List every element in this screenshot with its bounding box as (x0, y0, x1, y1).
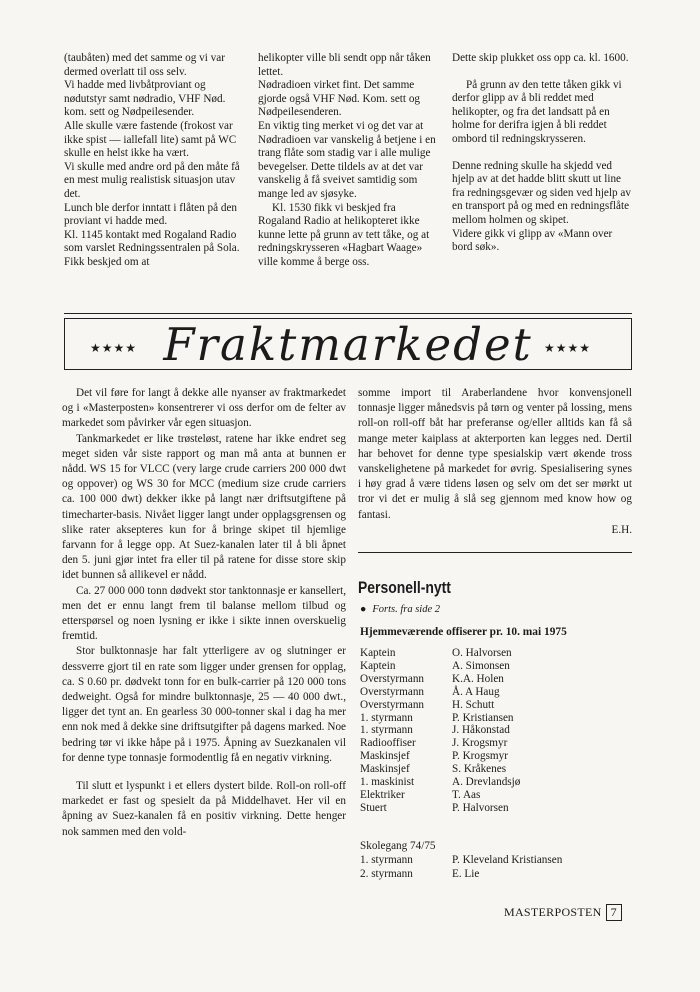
paragraph: Nødradioen virket fint. Det samme gjorde også VHF Nød. Kom. sett og Nødpeilesenderen. (258, 79, 421, 119)
officer-name: P. Kristiansen (452, 711, 514, 724)
rank: 1. styrmann (360, 711, 413, 724)
stars-right: ★★★★ (543, 341, 591, 355)
roster-heading: Hjemmeværende offiserer pr. 10. mai 1975 (360, 626, 567, 638)
paragraph: Videre gikk vi glipp av «Mann over bord søk». (452, 227, 613, 254)
rank: Maskinsjef (360, 750, 410, 763)
rank: Overstyrmann (360, 685, 425, 698)
paragraph: Kl. 1145 kontakt med Rogaland Radio som varslet Redningssentralen på Sola. Fikk beskjed om at (64, 228, 240, 268)
paragraph: Til slutt et lyspunkt i et ellers dystert bilde. Roll-on roll-off markedet er fast og spesielt da på Middelhavet. Her vil en åpning av Suez-kanalen få en positiv virkning. Dette henger nok sammen med den vold- (62, 780, 346, 838)
paragraph: Denne redning skulle ha skjedd ved hjelp av at det hadde blitt skutt ut line fra redningsgevær og siden ved hjelp av en transport på og med en redningsflåte mellom holmen og skipet. (452, 159, 631, 226)
continued-text: Forts. fra side 2 (372, 604, 441, 615)
section-banner (64, 318, 632, 370)
roster-row (360, 673, 520, 686)
paragraph: helikopter ville bli sendt opp når tåken lettet. (258, 52, 431, 78)
page-number: 7 (606, 904, 622, 921)
roster-row (360, 647, 520, 660)
top-column-2 (258, 52, 440, 270)
continued-note (360, 604, 440, 615)
officer-name: S. Kråkenes (452, 763, 507, 776)
roster-row (360, 712, 520, 725)
rank: 1. maskinist (360, 776, 415, 789)
rank: Radiooffiser (360, 737, 416, 750)
publication-name: MASTERPOSTEN (504, 905, 602, 919)
officer-name: E. Lie (452, 867, 480, 880)
bullet-icon: ● (360, 604, 367, 615)
roster-row (360, 686, 520, 699)
officer-name: P. Krogsmyr (452, 750, 508, 763)
divider (64, 313, 632, 314)
school-heading: Skolegang 74/75 (360, 840, 436, 852)
paragraph: Stor bulktonnasje har falt ytterligere av og slutninger er dessverre gjort til en rate som ligger under grensen for opplag, ca. S 0.60 pr. dødvekt tonn for en bulk-carrier på 120 000 tons dedweight. Også for mindre bulktonnasje, 25 — 40 000 dwt., ligger det tynt an. En gearless 30 000-tonner skal i dag ha mer enn nok med å dekke sine driftsutgifter på dagens marked. Noe bedring tør vi ikke håpe på i 1975. Åpning av Suezkanalen vil for denne type tonnasje formodentlig få en negativ virkning. (62, 645, 346, 764)
roster-row (360, 763, 520, 776)
officer-name: J. Krogsmyr (452, 737, 508, 750)
paragraph: På grunn av den tette tåken gikk vi derfor glipp av å bli reddet med helikopter, og fra det landsatt på en holme for derifra igjen å bli reddet ombord til redningskrysseren. (452, 78, 622, 145)
officer-name: O. Halvorsen (452, 647, 512, 659)
officer-name: P. Kleveland Kristiansen (452, 853, 563, 866)
roster-row (360, 854, 562, 868)
rank: 2. styrmann (360, 867, 413, 880)
roster-row (360, 776, 520, 789)
roster-row (360, 750, 520, 763)
officer-name: Å. A Haug (452, 685, 500, 698)
roster-row (360, 724, 520, 737)
paragraph: Dette skip plukket oss opp ca. kl. 1600. (452, 52, 629, 64)
officer-name: H. Schutt (452, 698, 495, 711)
paragraph: somme import til Araberlandene hvor konvensjonell tonnasje ligger månedsvis på tørn og venter på lossing, mens roll-on roll-off båt har preferanse og/eller alltids kan få så mange meter kaiplass at akterporten kan legges ned. Dertil har behovet for denne type spesialskip vært økende tross vanskelighetene på markedet for øvrig. Spesialisering synes i høy grad å være tidens løsen og selv om det ser mørkt ut tror vi det er mulig å slå seg gjennom med know how og fantasi. (358, 387, 632, 521)
personell-title: Personell-nytt (358, 578, 451, 597)
paragraph: (taubåten) med det samme og vi var dermed overlatt til oss selv. (64, 52, 225, 78)
rank: Overstyrmann (360, 698, 425, 711)
rank: 1. styrmann (360, 724, 413, 737)
officer-name: T. Aas (452, 788, 481, 801)
stars-left: ★★★★ (90, 341, 138, 355)
paragraph: Kl. 1530 fikk vi beskjed fra Rogaland Radio at helikopteret ikke kunne lette på grunn av tett tåke, og at redningskrysseren «Hagbart Waage» ville komme å berge oss. (258, 201, 430, 268)
roster-row (360, 737, 520, 750)
roster-row (360, 660, 520, 673)
paragraph: En viktig ting merket vi og det var at Nødradioen var vanskelig å betjene i en trang flåte som stadig var i alle mulige bevegelser. Dette tildels av at det var vanskelig å få sveivet samtidig som mange led av sjøsyke. (258, 119, 436, 200)
rank: Kaptein (360, 647, 396, 659)
officer-name: K.A. Holen (452, 672, 504, 685)
roster-row (360, 868, 562, 882)
roster-row (360, 789, 520, 802)
paragraph: Alle skulle være fastende (frokost var ikke spist — iallefall lite) samt på WC skulle en helst ikke ha vært. (64, 119, 237, 160)
paragraph: Vi hadde med livbåtproviant og nødutstyr samt nødradio, VHF Nød. kom. sett og Nødpeilesender. (64, 79, 226, 119)
paragraph: Lunch ble derfor inntatt i flåten på den proviant vi hadde med. (64, 201, 238, 228)
rank: Overstyrmann (360, 672, 425, 685)
paragraph: Vi skulle med andre ord på den måte få en mest mulig realistisk situasjon utav det. (64, 160, 240, 200)
roster-row (360, 802, 520, 815)
officer-name: A. Simonsen (452, 659, 510, 672)
paragraph: Ca. 27 000 000 tonn dødvekt stor tanktonnasje er kansellert, men det er ennu langt frem til balanse mellom tilbud og etterspørsel og noen lysning er ikke i sikte innen overskuelig fremtid. (62, 584, 346, 643)
paragraph: Det vil føre for langt å dekke alle nyanser av fraktmarkedet og i «Masterposten» konsentrerer vi oss derfor om de felter av markedet som påvirker vår egen situasjon. (62, 387, 346, 430)
article-right-column (358, 386, 632, 538)
section-title: Fraktmarkedet (163, 318, 533, 371)
rank: Maskinsjef (360, 763, 410, 776)
roster-row (360, 699, 520, 712)
page-footer (504, 904, 622, 921)
paragraph: Tankmarkedet er like trøsteløst, ratene har ikke endret seg meget siden vår siste rapport og man må anta at bunnen er nådd. WS 15 for VLCC (very large crude carriers 200 000 dwt og oppover) og WS 30 for MCC (medium size crude carriers ca. 100 000 dwt) dekker ikke på langt nær driftsutgiftene på timecharter-basis. Nivået ligger langt under opplagsgrensen og slike rater aksepteres kun for å bringe skipet til hjemlige farvann for å legge opp. At Suez-kanalen later til å bli åpnet den 5. juni gjør intet fra eller til på ratene for disse store skip idet bunnen så allikevel er nådd. (62, 432, 346, 582)
signature: E.H. (611, 523, 632, 536)
article-left-column (62, 386, 346, 840)
officer-roster (360, 647, 520, 815)
rank: Stuert (360, 801, 387, 814)
officer-name: A. Drevlandsjø (452, 776, 521, 789)
officer-name: P. Halvorsen (452, 801, 509, 814)
top-column-1 (64, 52, 244, 270)
rank: Elektriker (360, 788, 405, 801)
officer-name: J. Håkonstad (452, 724, 510, 737)
rank: 1. styrmann (360, 853, 413, 866)
rank: Kaptein (360, 659, 396, 672)
top-column-3 (452, 52, 634, 255)
divider (358, 552, 632, 553)
school-list (360, 840, 562, 881)
